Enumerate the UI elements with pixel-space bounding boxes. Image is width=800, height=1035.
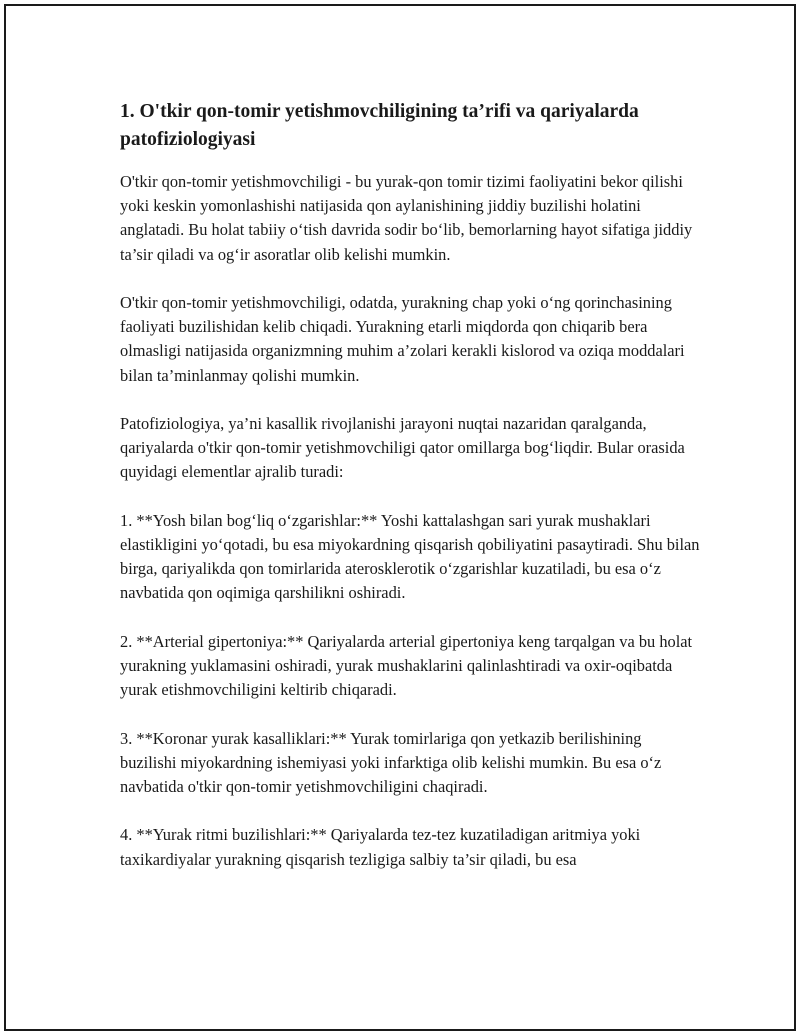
- paragraph-cause: O'tkir qon-tomir yetishmovchiligi, odatda, yurakning chap yoki o‘ng qorinchasining faoliyati buzilishidan kelib chiqadi. Yurakning etarli miqdorda qon chiqarib bera olmasligi natijasida organizmning muhim a’zolari kerakli kislorod va oziqa moddalari bilan ta’minlanmay qolishi mumkin.: [120, 293, 685, 385]
- paragraph-pathophysiology: Patofiziologiya, ya’ni kasallik rivojlanishi jarayoni nuqtai nazaridan qaralganda, qariyalarda o'tkir qon-tomir yetishmovchiligi qator omillarga bog‘liqdir. Bular orasida quyidagi elementlar ajralib turadi:: [120, 414, 685, 482]
- list-item-hypertension: 2. **Arterial gipertoniya:** Qariyalarda arterial gipertoniya keng tarqalgan va bu holat yurakning yuklamasini oshiradi, yurak mushaklarini qalinlashtiradi va oxir-oqibatda yurak etishmovchiligini keltirib chiqaradi.: [120, 631, 693, 700]
- list-item-age-changes: 1. **Yosh bilan bog‘liq o‘zgarishlar:** Yoshi kattalashgan sari yurak mushaklari elastikligini yo‘qotadi, bu esa miyokardning qisqarish qobiliyatini pasaytiradi. Shu bilan birga, qariyalikda qon tomirlarida aterosklerotik o‘zgarishlar kuzatiladi, bu esa o‘z navbatida qon oqimiga qarshilikni oshiradi.: [120, 510, 700, 603]
- list-item-arrhythmia: 4. **Yurak ritmi buzilishlari:** Qariyalarda tez-tez kuzatiladigan aritmiya yoki taxikardiyalar yurakning qisqarish tezligiga salbiy ta’sir qiladi, bu esa: [120, 825, 641, 869]
- section-heading: 1. O'tkir qon-tomir yetishmovchiligining ta’rifi va qariyalarda patofiziologiyasi: [120, 101, 639, 150]
- paragraph-definition: O'tkir qon-tomir yetishmovchiligi - bu yurak-qon tomir tizimi faoliyatini bekor qilishi yoki keskin yomonlashishi natijasida qon aylanishining jiddiy buzilishi holatini anglatadi. Bu holat tabiiy o‘tish davrida sodir bo‘lib, bemorlarning hayot sifatiga jiddiy ta’sir qiladi va og‘ir asoratlar olib kelishi mumkin.: [120, 172, 693, 264]
- document-body: [120, 98, 700, 896]
- page-frame: [4, 4, 796, 1031]
- list-item-coronary-disease: 3. **Koronar yurak kasalliklari:** Yurak tomirlariga qon yetkazib berilishining buzilishi miyokardning ishemiyasi yoki infarktiga olib kelishi mumkin. Bu esa o‘z navbatida o'tkir qon-tomir yetishmovchiligini chaqiradi.: [120, 728, 662, 796]
